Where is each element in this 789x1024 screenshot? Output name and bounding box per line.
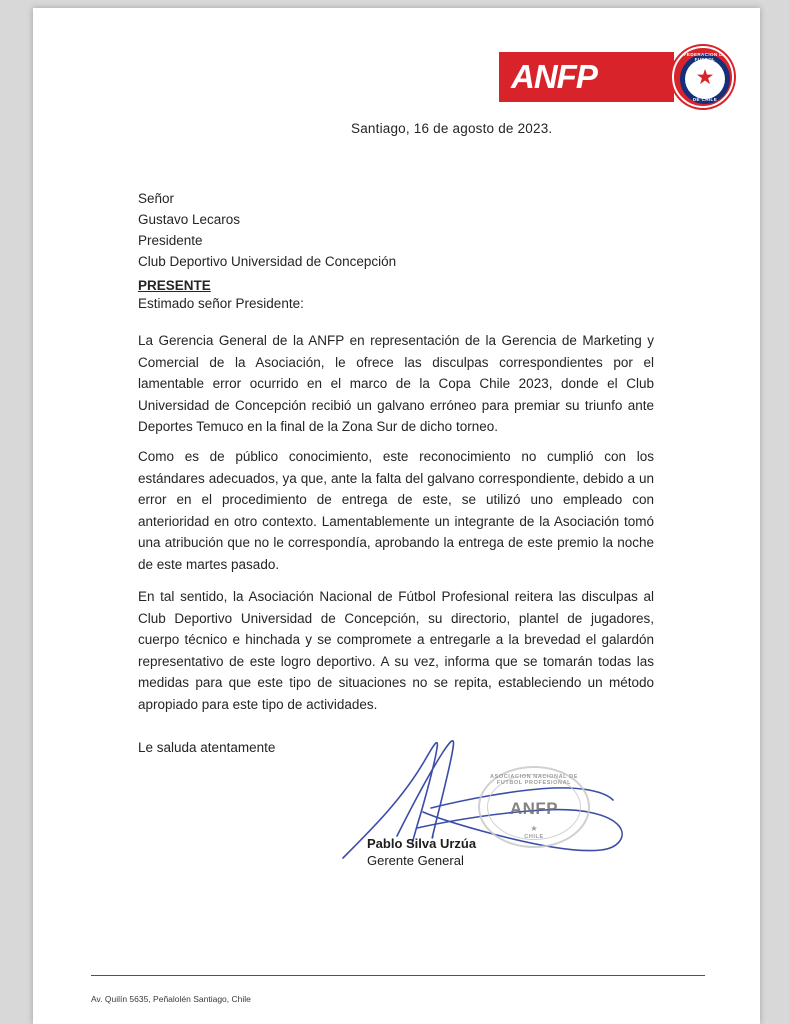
anfp-logo bbox=[499, 46, 734, 108]
addressee-present-label: PRESENTE bbox=[138, 278, 211, 293]
anfp-logo-text: ANFP bbox=[511, 58, 597, 95]
closing-line: Le saluda atentamente bbox=[138, 740, 276, 755]
date-line: Santiago, 16 de agosto de 2023. bbox=[351, 121, 553, 136]
document-page bbox=[33, 8, 760, 1024]
chile-federation-crest-icon bbox=[672, 46, 734, 108]
stamp-star-icon: ★ bbox=[530, 824, 538, 833]
signatory-name: Pablo Silva Urzúa bbox=[367, 836, 477, 851]
addressee-name: Gustavo Lecaros bbox=[138, 212, 241, 227]
addressee-salutation: Señor bbox=[138, 191, 175, 206]
stamp-center-text: ANFP bbox=[509, 799, 559, 818]
footer-address: Av. Quilín 5635, Peñalolén Santiago, Chile bbox=[91, 994, 251, 1004]
greeting-line: Estimado señor Presidente: bbox=[138, 296, 304, 311]
footer-divider bbox=[91, 975, 705, 976]
signature-block bbox=[313, 708, 673, 888]
official-stamp-icon bbox=[478, 766, 590, 848]
paragraph-2: Como es de público conocimiento, este reconocimiento no cumplió con los estándares adecuados, ya que, ante la falta del galvano correspondiente, debido a un error en el procedimiento de entrega de este, se utilizó uno empleado con anterioridad en otro contexto. Lamentablemente un integrante de la Asociación tomó una atribución que no le correspondía, aprobando la entrega de este premio la noche de este martes pasado. bbox=[138, 449, 654, 572]
addressee-block bbox=[138, 188, 396, 296]
paragraph-3: En tal sentido, la Asociación Nacional de Fútbol Profesional reitera las disculpas al Club Deportivo Universidad de Concepción, su directorio, plantel de jugadores, cuerpo técnico e hinchada y se compromete a entregarle a la brevedad el galardón representativo de este logro deportivo. A su vez, informa que se tomarán todas las medidas para que este tipo de situaciones no se repita, estableciendo un método apropiado para este tipo de actividades. bbox=[138, 589, 654, 712]
letter-body bbox=[33, 8, 760, 1024]
stamp-ring-top-text: ASOCIACION NACIONAL DE FUTBOL PROFESIONAL bbox=[490, 774, 578, 786]
crest-bottom-text: DE CHILE bbox=[692, 97, 718, 102]
stamp-ring-bottom-text: CHILE bbox=[524, 834, 544, 840]
signatory-title: Gerente General bbox=[367, 853, 464, 868]
anfp-wordmark bbox=[499, 52, 674, 102]
paragraph-1: La Gerencia General de la ANFP en representación de la Gerencia de Marketing y Comercial de la Asociación, le ofrece las disculpas correspondientes por el lamentable error ocurrido en el marco de la Copa Chile 2023, donde el Club Universidad de Concepción recibió un galvano erróneo para premiar su triunfo ante Deportes Temuco en la final de la Zona Sur de dicho torneo. bbox=[138, 333, 654, 434]
addressee-role: Presidente bbox=[138, 233, 203, 248]
addressee-organization: Club Deportivo Universidad de Concepción bbox=[138, 254, 397, 269]
crest-top-text: FEDERACION DE FUTBOL bbox=[683, 52, 727, 62]
crest-star-icon: ★ bbox=[695, 66, 715, 89]
